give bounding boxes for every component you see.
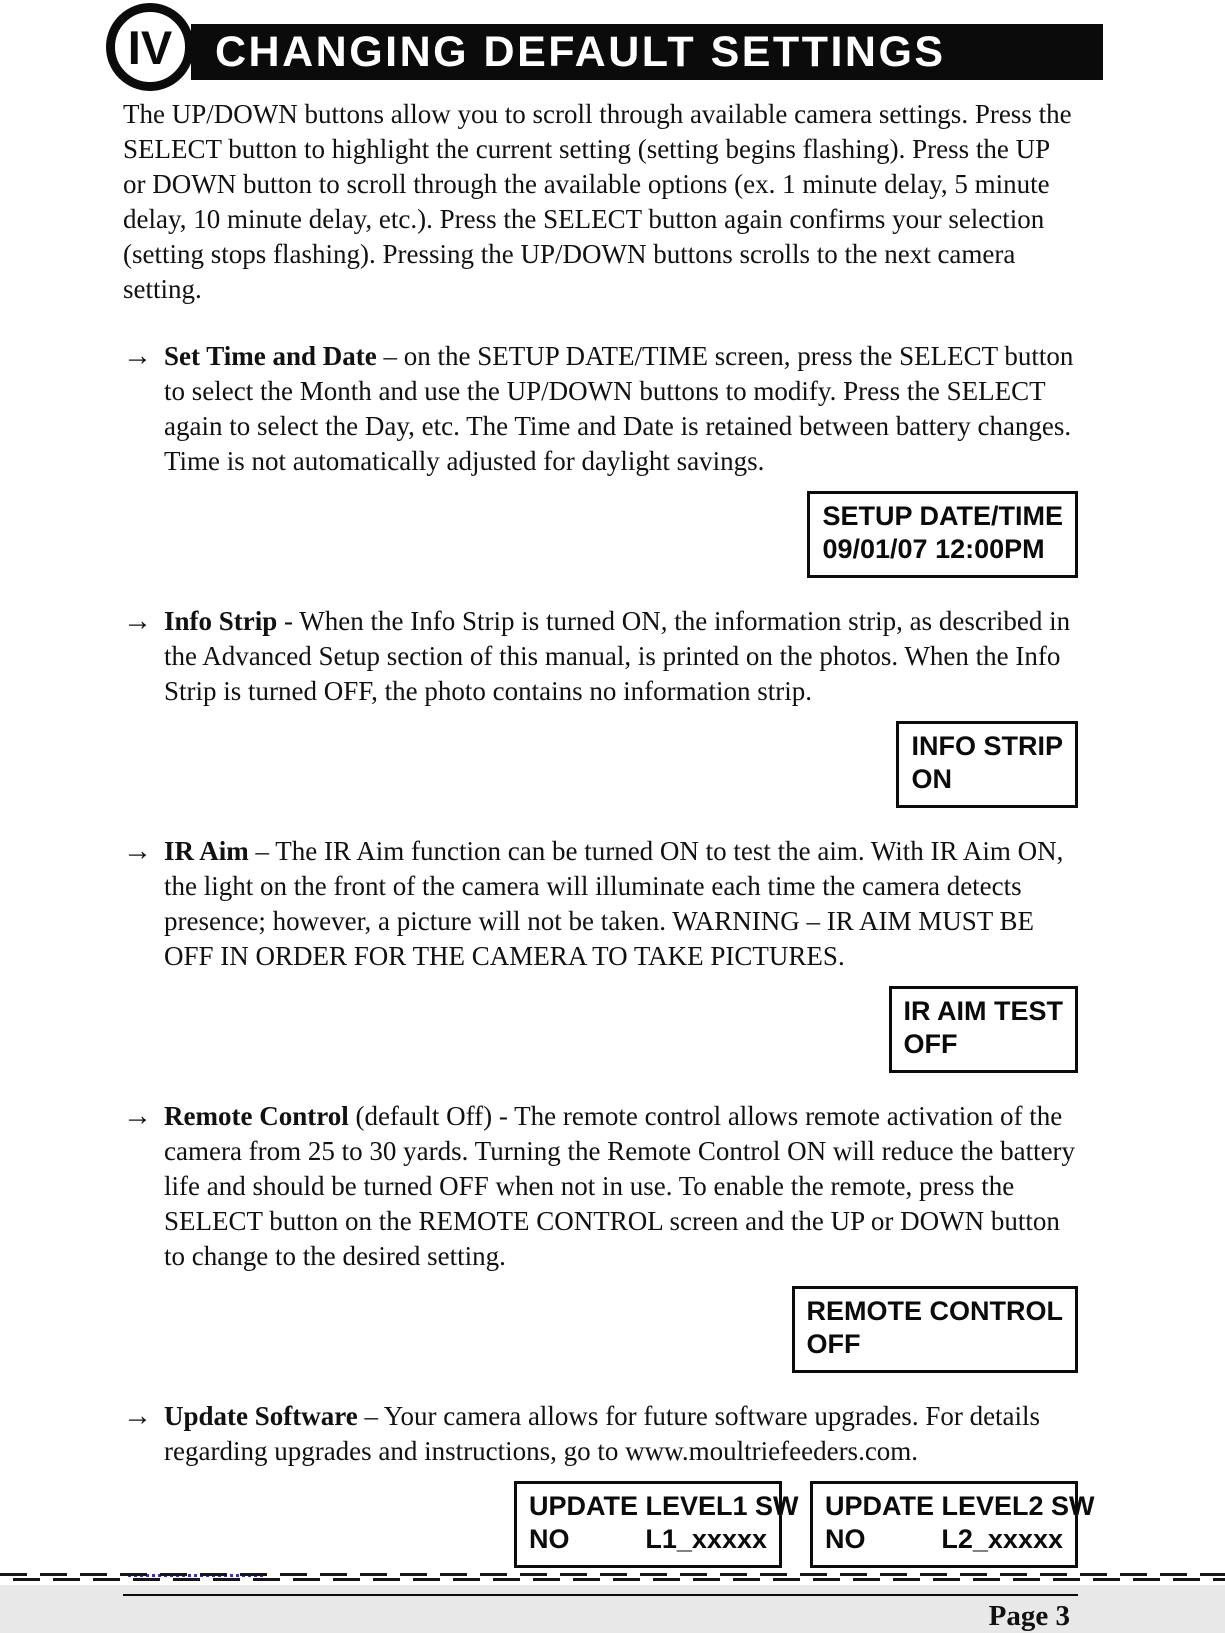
item-body: on the SETUP DATE/TIME screen, press the SELECT button to select the Month and use the UP/DOWN buttons to modify. Press the SELECT again to select the Day, etc. The Time and Date is retained between battery changes. Time is not automatically adjusted for daylight savings.: [164, 341, 1074, 476]
lcd-line2-right: L1_xxxxx: [645, 1524, 767, 1554]
item-body: Your camera allows for future software upgrades. For details regarding upgrades and instructions, go to www.moultriefeeders.com.: [164, 1401, 1041, 1466]
lcd-screen-row: [123, 491, 1078, 578]
item-paragraph: [164, 1099, 1078, 1274]
lcd-line1: IR AIM TEST: [903, 996, 1063, 1026]
item-title: Set Time and Date: [164, 341, 377, 371]
lcd-screen-update-level2: [810, 1481, 1095, 1568]
item-paragraph: [164, 339, 1078, 479]
list-item-set-time-date: [123, 339, 1078, 479]
section-numeral: IV: [127, 20, 173, 74]
page-content: [123, 97, 1095, 1633]
page-number: Page 3: [988, 1600, 1070, 1632]
lcd-line1: INFO STRIP: [911, 731, 1063, 761]
item-title: Remote Control: [164, 1101, 349, 1131]
section-title: CHANGING DEFAULT SETTINGS: [215, 27, 946, 76]
lcd-line2: [529, 1523, 767, 1556]
arrow-bullet-icon: →: [123, 835, 152, 867]
item-title: IR Aim: [164, 836, 249, 866]
item-paragraph: [164, 834, 1078, 974]
item-separator: –: [376, 341, 404, 371]
section-title-bar: [191, 24, 1103, 80]
lcd-line2: [825, 1523, 1063, 1556]
lcd-line2-left: NO: [825, 1524, 866, 1554]
lcd-line2: OFF: [903, 1029, 958, 1059]
dash-row: [0, 1578, 1225, 1581]
lcd-line1: SETUP DATE/TIME: [822, 501, 1063, 531]
list-item-remote-control: [123, 1099, 1078, 1274]
item-title: Info Strip: [164, 606, 278, 636]
item-paragraph: [164, 1399, 1078, 1469]
intro-paragraph: The UP/DOWN buttons allow you to scroll through available camera settings. Press the SELECT button to highlight the current setting (setting begins flashing). Press the UP or DOWN button to scroll through the available options (ex. 1 minute delay, 5 minute delay, 10 minute delay, etc.). Press the SELECT button again confirms your selection (setting stops flashing). Pressing the UP/DOWN buttons scrolls to the next camera setting.: [123, 99, 1072, 304]
lcd-line2: 09/01/07 12:00PM: [822, 534, 1045, 564]
lcd-screen-row: [123, 1286, 1078, 1373]
lcd-screen-info-strip: [896, 721, 1078, 808]
arrow-bullet-icon: →: [123, 340, 152, 372]
item-separator: (default Off) -: [348, 1101, 515, 1131]
lcd-screen-row: [123, 986, 1078, 1073]
lcd-screen-remote-control: [792, 1286, 1079, 1373]
item-body: The remote control allows remote activation of the camera from 25 to 30 yards. Turning the Remote Control ON will reduce the battery life and should be turned OFF when not in use. To enable the remote, press the SELECT button on the REMOTE CONTROL screen and the UP or DOWN button to change to the desired setting.: [164, 1101, 1076, 1271]
list-item-info-strip: [123, 604, 1078, 709]
scan-edge-dashes: [0, 1573, 1225, 1584]
lcd-screen-update-level1: [514, 1481, 799, 1568]
section-numeral-badge: [106, 3, 194, 91]
item-separator: -: [277, 606, 300, 636]
item-separator: –: [357, 1401, 384, 1431]
lcd-screen-row: [123, 721, 1078, 808]
lcd-screen-ir-aim: [889, 986, 1079, 1073]
lcd-line2-right: L2_xxxxx: [941, 1524, 1063, 1554]
list-item-ir-aim: [123, 834, 1078, 974]
lcd-line2-left: NO: [529, 1524, 570, 1554]
arrow-bullet-icon: →: [123, 1400, 152, 1432]
arrow-bullet-icon: →: [123, 1100, 152, 1132]
item-separator: –: [248, 836, 276, 866]
lcd-line1: UPDATE LEVEL1 SW: [529, 1491, 799, 1521]
lcd-line1: REMOTE CONTROL: [806, 1296, 1063, 1326]
item-body: The IR Aim function can be turned ON to test the aim. With IR Aim ON, the light on the front of the camera will illuminate each time the camera detects presence; however, a picture will not be taken. WARNING – IR AIM MUST BE OFF IN ORDER FOR THE CAMERA TO TAKE PICTURES.: [164, 836, 1064, 971]
section-header: [0, 0, 1225, 100]
item-body: When the Info Strip is turned ON, the information strip, as described in the Advanced Setup section of this manual, is printed on the photos. When the Info Strip is turned OFF, the photo contains no information strip.: [164, 606, 1071, 706]
lcd-line1: UPDATE LEVEL2 SW: [825, 1491, 1095, 1521]
list-item-update-software: [123, 1399, 1078, 1469]
arrow-bullet-icon: →: [123, 605, 152, 637]
dash-row: [0, 1573, 1225, 1576]
lcd-screen-setup-datetime: [807, 491, 1078, 578]
lcd-line2: ON: [911, 764, 952, 794]
item-title: Update Software: [164, 1401, 358, 1431]
lcd-line2: OFF: [806, 1329, 861, 1359]
lcd-screen-row: [123, 1481, 1095, 1568]
item-paragraph: [164, 604, 1078, 709]
